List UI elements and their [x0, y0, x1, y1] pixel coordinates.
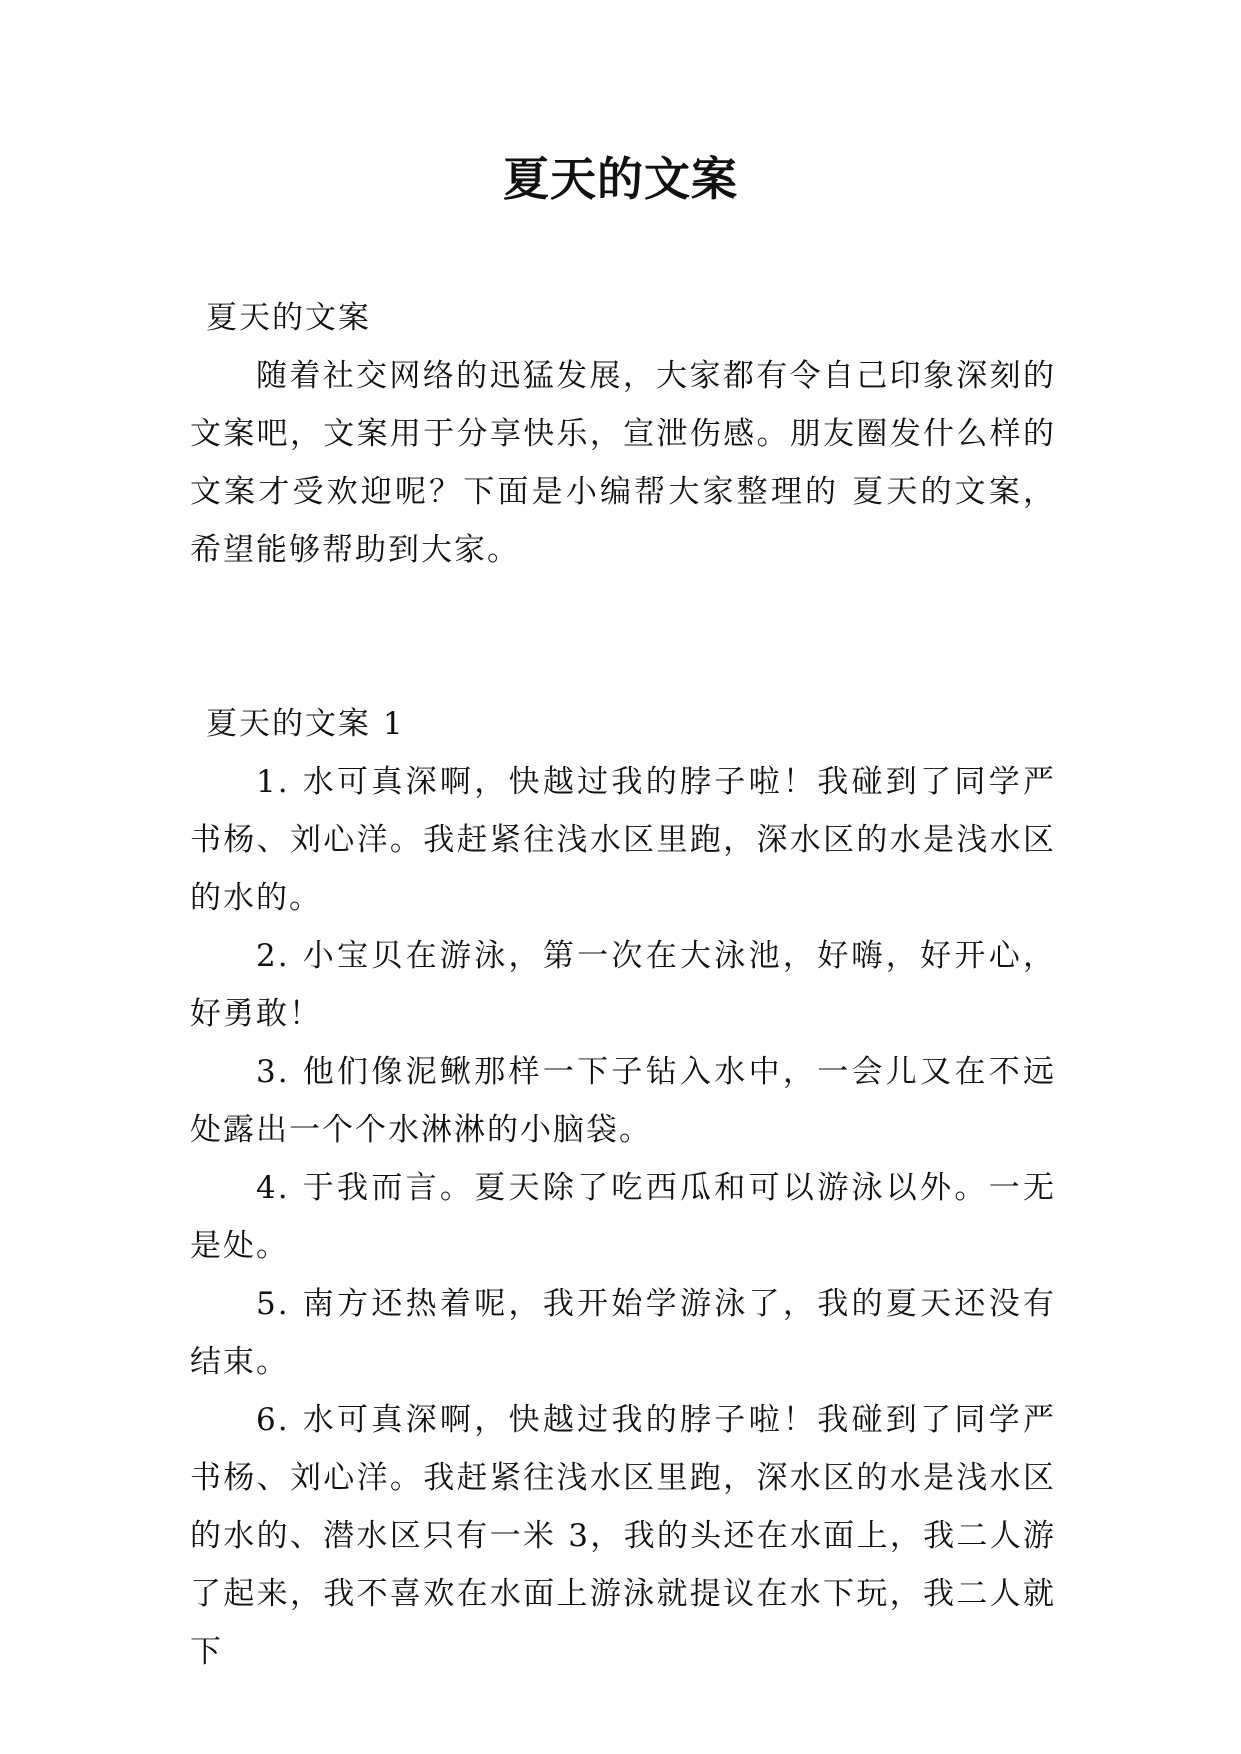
intro-paragraph: 随着社交网络的迅猛发展，大家都有令自己印象深刻的文案吧，文案用于分享快乐，宣泄伤感。朋友圈发什么样的文案才受欢迎呢？下面是小编帮大家整理的 夏天的文案，希望能够帮助到大家。: [190, 358, 1056, 568]
section-spacer: [190, 579, 1056, 695]
list-item: 4. 于我而言。夏天除了吃西瓜和可以游泳以外。一无是处。: [190, 1170, 1056, 1264]
document-title: 夏天的文案: [503, 152, 738, 206]
intro-heading: 夏天的文案: [206, 300, 371, 336]
document-body: [190, 289, 1056, 1681]
list-item: 2. 小宝贝在游泳，第一次在大泳池，好嗨，好开心，好勇敢！: [190, 938, 1056, 1032]
section-heading: 夏天的文案 1: [206, 706, 405, 742]
list-item: 3. 他们像泥鳅那样一下子钻入水中，一会儿又在不远处露出一个个水淋淋的小脑袋。: [190, 1054, 1056, 1148]
list-item: 1. 水可真深啊，快越过我的脖子啦！我碰到了同学严书杨、刘心洋。我赶紧往浅水区里跑，深水区的水是浅水区的水的。: [190, 764, 1056, 916]
list-item: 6. 水可真深啊，快越过我的脖子啦！我碰到了同学严书杨、刘心洋。我赶紧往浅水区里跑，深水区的水是浅水区的水的、潜水区只有一米 3，我的头还在水面上，我二人游了起来，我不喜欢在水面上游泳就提议在水下玩，我二人就下: [190, 1402, 1056, 1670]
list-item: 5. 南方还热着呢，我开始学游泳了，我的夏天还没有结束。: [190, 1286, 1056, 1380]
